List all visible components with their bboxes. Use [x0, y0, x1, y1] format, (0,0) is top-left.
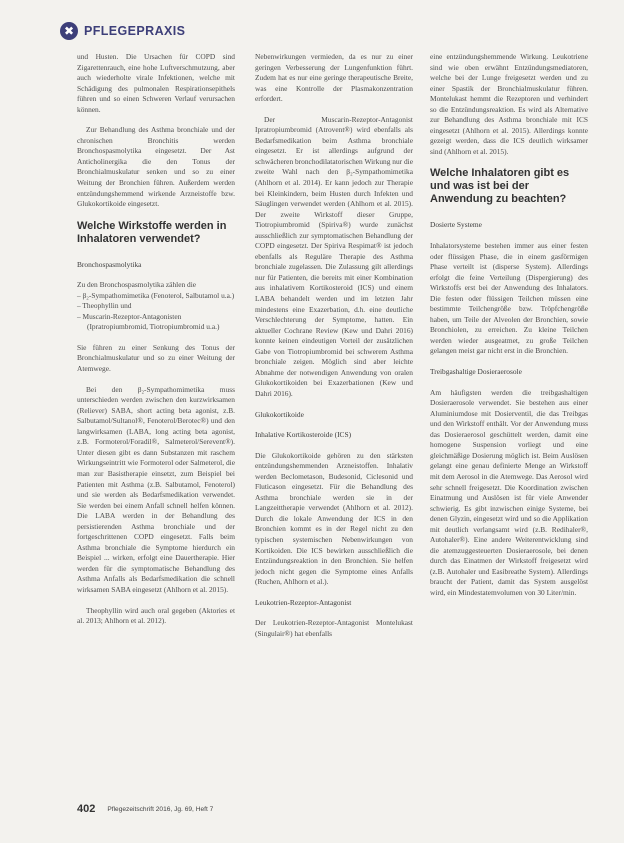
text-column-2: [255, 52, 413, 649]
paragraph: Der Leukotrien-Rezeptor-Antagonist Montelukast (Singulair®) hat ebenfalls: [255, 618, 413, 638]
paragraph: Nebenwirkungen vermieden, da es nur zu einer geringen Verbesserung der Lungenfunktion führt. Zudem hat es nur eine geringe therapeutische Breite, was eine Kontrolle der Plasmakonzentration erfordert.: [255, 52, 413, 104]
subheading: Dosierte Systeme: [430, 220, 482, 230]
subheading: Glukokortikoide: [255, 409, 304, 419]
page-footer: [77, 802, 213, 816]
paragraph: Zu den Bronchospasmolytika zählen die: [77, 280, 197, 290]
page-number: 402: [77, 803, 96, 815]
list-item: – β₂-Sympathomimetika (Fenoterol, Salbutamol u.a.): [77, 290, 235, 300]
section-header: [60, 18, 185, 44]
text-column-1: [77, 52, 235, 637]
paragraph: Bei den β₂-Sympathomimetika muss unterschieden werden zwischen den kurzwirksamen (Reliever) SABA, short acting beta agonist, z.B. Salbutamol/Sultanol®, Fenoterol/Berotec®) und den langwirksamen (LABA, long acting beta agonist, z.B. Formoterol/Foradil®, Salmeterol/Serevent®). Unter diesen gibt es dann Substanzen mit raschem Wirkungseintritt wie Formoterol oder Salmeterol, die man zur Basistherapie einsetzt, zum Beispiel bei Patienten mit Asthma (z.B. Salbutamol, Fenoterol) und sie werden als Bedarfsmedikation verwendet. Sie werden bei einem Anfall schnell helfen können. Die LABA werden in der Behandlung des persistierenden Asthma bronchiale und der fortgeschrittenen COPD eingesetzt. Falls beim Asthma bronchiale die Symptome hierdurch ein Beispiel ... wirken, erfolgt eine Dauertherapie. Hier werden für die symptomatische Behandlung des Asthma Anfalls als Bedarfsmedikation die schnell wirksamen SABA eingesetzt (Ahlhorn et al. 2015).: [77, 384, 235, 594]
list-item: – Theophyllin und: [77, 301, 132, 311]
paragraph: Zur Behandlung des Asthma bronchiale und der chronischen Bronchitis werden Bronchospasmolytika eingesetzt. Der Ast Anticholinergika die den Tonus der Bronchialmuskulatur senken und so zu einer Weitung der Bronchien führen. Außerdem werden entzündungshemmend wirkende Arzneistoffe bzw. Glukokortikoide eingesetzt.: [77, 125, 235, 209]
journal-citation: Pflegezeitschrift 2016, Jg. 69, Heft 7: [107, 805, 214, 813]
text-column-3: [430, 52, 588, 609]
subheading: Bronchospasmolytika: [77, 259, 142, 269]
drug-list: [77, 291, 235, 333]
subheading: Treibgashaltige Dosieraerosole: [430, 367, 522, 377]
section-title: PFLEGEPRAXIS: [84, 24, 186, 38]
list-item: – Muscarin-Rezeptor-Antagonisten (Ipratropiumbromid, Tiotropiumbromid u.a.): [77, 311, 220, 332]
paragraph: Sie führen zu einer Senkung des Tonus der Bronchialmuskulatur und so zu einer Weitung der Atemwege.: [77, 342, 235, 374]
paragraph: Inhalatorsysteme bestehen immer aus einer festen oder flüssigen Phase, die in einem gasförmigen Phase verteilt ist (disperse System). Allerdings erfolgt die feine Verteilung (Dispergierung) des Wirkstoffs erst bei der Anwendung des Inhalators. Die festen oder flüssigen Teilchen müssen eine bestimmte Teilchengröße bzw. Tröpfchengröße haben, um Teile der Alveolen der Bronchien, sowie Bronchiolen, zu erreichen. Zu kleine Teilchen werden wieder ausgeatmet, zu große Teilchen gelangen meist gar nicht erst in die Bronchien.: [430, 241, 588, 356]
paragraph: Die Glukokortikoide gehören zu den stärksten entzündungshemmenden Arzneistoffen. Inhalativ werden Beclometason, Budesonid, Ciclesonid und Fluticason eingesetzt. Für die Behandlung des Asthma bronchiale werden sie in der Langzeittherapie verwendet (Ahlhorn et al. 2012). Durch die lokale Anwendung der ICS in den Bronchien kommt es in der Regel nicht zu den typischen systemischen Nebenwirkungen von Kortikoiden. Die ICS bewirken ausschließlich die Entzündungsreaktion in den Bronchien. Sie helfen jedoch nicht gegen die Symptome eines Anfalls (Ruchen, Ahlhorn et al.).: [255, 450, 413, 587]
paragraph: Der Muscarin-Rezeptor-Antagonist Ipratropiumbromid (Atrovent®) wird ebenfalls als Bedarfsmedikation beim Asthma bronchiale eingesetzt. Er ist allerdings aufgrund der schwächeren bronchodilatatorischen Wirkung nur die zweite Wahl nach den β₂-Sympathomimetika (Ahlhorn et al. 2014). Er kann jedoch zur Therapie bei Kleinkindern, beim Husten durch Infekten und Säuglingen verwendet werden (Ahlhorn et al. 2015). Der zweite Wirkstoff dieser Gruppe, Tiotropiumbromid (Spiriva®) wurde zunächst ausschließlich zur symptomatischen Behandlung der COPD eingesetzt. Der Spiriva Respimat® ist jedoch ebenfalls als Reguläre Therapie des Asthma bronchiale zugelassen. Die Zulassung gilt allerdings nur für Patienten, die bereits mit einer Kombination aus inhalativem Kortikosteroid (ICS) und einem LABA behandelt werden und im letzten Jahr mindestens eine Exazerbation, d.h. eine deutliche Verschlechterung der Symptome, hatten. Ein aktueller Cochrane Review (Kew und Dahri 2016) konnte keinen eindeutigen Vorteil der zusätzlichen Gabe von Tiotropiumbromid bei schwerem Asthma bronchiale zeigen. Möglich sind aber leichte Abnahme der notwendigen Anwendung von oralen Glukokortikoiden bei Exazerbationen (Kew und Dahri 2016).: [255, 114, 413, 398]
subheading: Leukotrien-Rezeptor-Antagonist: [255, 597, 352, 607]
subheading: Inhalative Kortikosteroide (ICS): [255, 430, 352, 440]
paragraph: und Husten. Die Ursachen für COPD sind Zigarettenrauch, eine hohe Luftverschmutzung, aber auch wiederholte virale Infektionen, welche mit Schädigung des pulmonalen Respirationsepithels führen und so einen Schweren Verlauf verursachen können.: [77, 52, 235, 114]
paragraph: Theophyllin wird auch oral gegeben (Aktories et al. 2013; Ahlhorn et al. 2012).: [77, 605, 235, 626]
cross-icon: ✖: [60, 22, 78, 40]
paragraph: eine entzündungshemmende Wirkung. Leukotriene sind wie oben erwähnt Entzündungsmediatoren, welche bei der Lunge freigesetzt werden und zu einer Spastik der Bronchialmuskulatur führen. Montelukast hemmt die Rezeptoren und verhindert so die Entzündungsreaktion. Es wird als Alternative zur Behandlung des Asthma bronchiale mit ICS eingesetzt (Ahlhorn et al. 2015). Allerdings konnte gezeigt werden, dass die ICS deutlich wirksamer sind (Ahlhorn et al. 2015).: [430, 52, 588, 156]
section-heading: Welche Wirkstoffe werden in Inhalatoren verwendet?: [77, 219, 227, 245]
section-heading: Welche Inhalatoren gibt es und was ist bei der Anwendung zu beachten?: [430, 167, 570, 206]
paragraph: Am häufigsten werden die treibgashaltigen Dosieraerosole verwendet. Sie bestehen aus einer Aluminiumdose mit Dosierventil, die das Treibgas und den Wirkstoff enthält. Vor der Anwendung muss das Dosieraerosol geschüttelt werden, damit eine homogene Suspension vorliegt und eine gleichmäßige Dosierung möglich ist. Beim Auslösen gelangt eine genau definierte Menge an Wirkstoff mit dem Aerosol in die Atemwege. Das Aerosol wird sehr schnell freigesetzt. Die Koordination zwischen Einatmung und Auslösen ist für viele Anwender schwierig. Es gibt inzwischen einige Systeme, bei denen Glyzin, eingesetzt wird und so die Applikation mit deutlich verlangsamt wird (z.B. Redihaler®, Autohaler®). Eine andere Weiterentwicklung sind die atemzuggesteuerten Dosieraerosole, bei denen durch das Einatmen der Wirkstoff freigesetzt wird (z.B. Autohaler und Easibreathe System). Allerdings braucht der Patient, damit das System ausgelöst wird, ein Mindestatemvolumen von 30 Liter/min.: [430, 387, 588, 597]
